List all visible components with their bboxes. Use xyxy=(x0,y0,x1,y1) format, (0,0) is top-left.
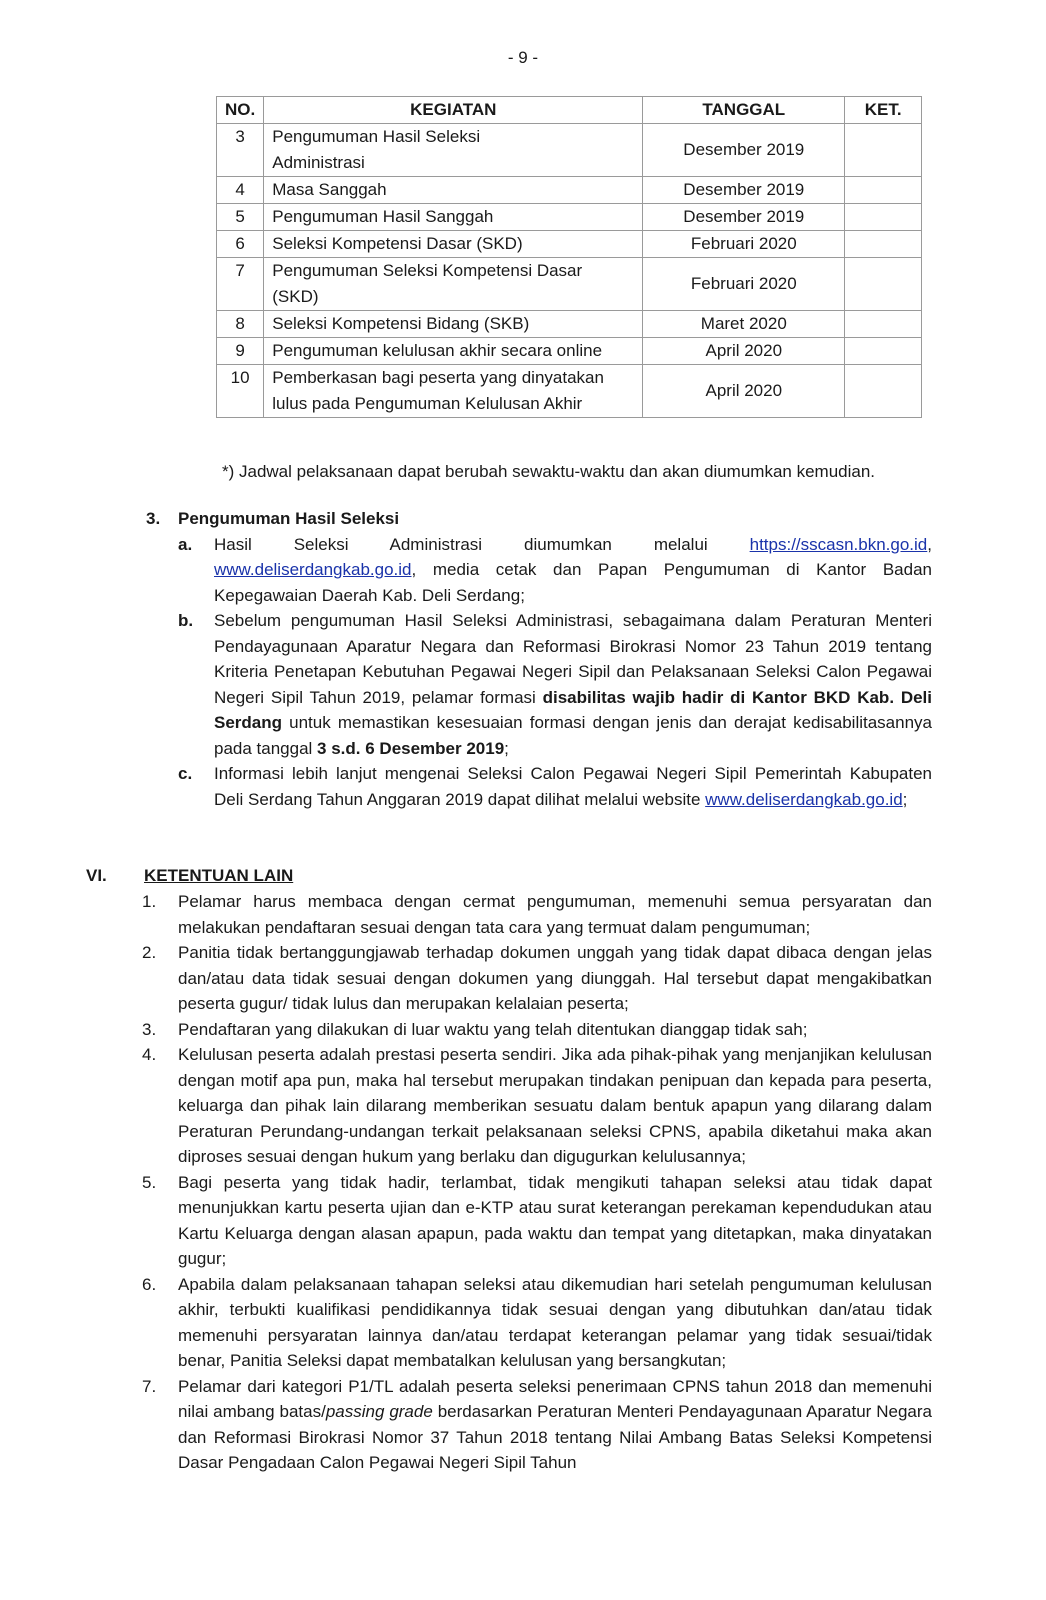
cell-tanggal: Februari 2020 xyxy=(643,258,845,311)
item-number: 5. xyxy=(142,1172,157,1192)
header-no: NO. xyxy=(217,97,264,124)
item-number: 7. xyxy=(142,1376,157,1396)
section-3-heading xyxy=(146,506,932,532)
item-number: 6. xyxy=(142,1274,157,1294)
deliserdang-link[interactable]: www.deliserdangkab.go.id xyxy=(214,560,412,579)
cell-no: 4 xyxy=(217,177,264,204)
item-label: a. xyxy=(178,534,193,554)
cell-tanggal: Maret 2020 xyxy=(643,311,845,338)
item-number: 2. xyxy=(142,943,157,962)
item-number: 4. xyxy=(142,1045,157,1064)
text-segment: , xyxy=(927,534,932,554)
cell-ket xyxy=(845,124,922,177)
item-text: Panitia tidak bertanggungjawab terhadap dokumen unggah yang tidak dapat dibaca dengan jelas dan/atau data tidak sesuai dengan dokumen yang diunggah. Hal tersebut dapat mengakibatkan peserta gugur/ tidak lulus dan merupakan kelalaian peserta; xyxy=(178,943,932,1013)
cell-tanggal: Desember 2019 xyxy=(643,177,845,204)
text-segment: berdasarkan Peraturan Menteri Pendayagunaan Aparatur Negara dan Reformasi Birokrasi Nomor 37 Tahun 2018 tentang Nilai Ambang Batas Seleksi Kompetensi Dasar Pengadaan Calon Pegawai Negeri Sipil Tahun xyxy=(178,1402,932,1472)
section-6-other-provisions xyxy=(86,863,932,1476)
section-3-item-c xyxy=(178,761,932,812)
item-text xyxy=(214,608,932,761)
cell-tanggal: Februari 2020 xyxy=(643,231,845,258)
section-6-roman-numeral: VI. xyxy=(86,866,107,885)
cell-ket xyxy=(845,177,922,204)
cell-no: 9 xyxy=(217,338,264,365)
cell-ket xyxy=(845,204,922,231)
list-item xyxy=(142,1170,932,1272)
header-tanggal: TANGGAL xyxy=(643,97,845,124)
item-text: Pelamar harus membaca dengan cermat pengumuman, memenuhi semua persyaratan dan melakukan pendaftaran sesuai dengan tata cara yang termuat dalam pengumuman; xyxy=(178,892,932,937)
item-text xyxy=(178,1374,932,1476)
item-label: c. xyxy=(178,764,193,783)
table-row xyxy=(217,177,922,204)
cell-kegiatan: Masa Sanggah xyxy=(264,177,643,204)
list-item xyxy=(142,1374,932,1476)
item-text xyxy=(214,761,932,812)
item-text xyxy=(214,532,932,609)
schedule-table xyxy=(216,96,922,418)
cell-tanggal: April 2020 xyxy=(643,338,845,365)
text-segment: , media cetak dan Papan Pengumuman di Kantor Badan Kepegawaian Daerah Kab. Deli Serdang; xyxy=(214,560,932,605)
schedule-footnote: *) Jadwal pelaksanaan dapat berubah sewaktu-waktu dan akan diumumkan kemudian. xyxy=(222,462,876,481)
text-segment: untuk memastikan kesesuaian formasi dengan jenis dan derajat kedisabilitasannya pada tanggal xyxy=(214,713,932,758)
item-number: 3. xyxy=(142,1019,157,1039)
list-item xyxy=(142,1042,932,1170)
cell-kegiatan: Pengumuman Hasil Seleksi Administrasi xyxy=(264,124,643,177)
header-kegiatan: KEGIATAN xyxy=(264,97,643,124)
list-item xyxy=(142,940,932,1017)
item-label: b. xyxy=(178,611,194,630)
text-segment: Informasi lebih lanjut mengenai Seleksi Calon Pegawai Negeri Sipil Pemerintah Kabupaten Deli Serdang Tahun Anggaran 2019 dapat dilihat melalui website xyxy=(214,764,932,809)
section-3-item-b xyxy=(178,608,932,761)
header-ket: KET. xyxy=(845,97,922,124)
cell-kegiatan: Seleksi Kompetensi Bidang (SKB) xyxy=(264,311,643,338)
list-item xyxy=(142,1017,932,1043)
item-text: Kelulusan peserta adalah prestasi peserta sendiri. Jika ada pihak-pihak yang menjanjikan kelulusan dengan motif apa pun, maka hal tersebut merupakan tindakan penipuan dan kepada para peserta, keluarga dan pihak lain dilarang memberikan sesuatu dalam bentuk apapun yang dilarang dalam Peraturan Perundang-undangan terkait pelaksanaan seleksi CPNS, apabila diketahui maka akan diproses sesuai dengan hukum yang berlaku dan digugurkan kelulusannya; xyxy=(178,1045,932,1166)
bold-text: disabilitas wajib hadir di Kantor BKD Kab. Deli Serdang xyxy=(214,687,932,732)
cell-kegiatan: Pemberkasan bagi peserta yang dinyatakan lulus pada Pengumuman Kelulusan Akhir xyxy=(264,365,643,418)
cell-kegiatan: Pengumuman kelulusan akhir secara online xyxy=(264,338,643,365)
section-3-number: 3. xyxy=(146,509,161,528)
table-row xyxy=(217,124,922,177)
cell-kegiatan: Pengumuman Seleksi Kompetensi Dasar (SKD) xyxy=(264,258,643,311)
table-row xyxy=(217,258,922,311)
deliserdang-link[interactable]: www.deliserdangkab.go.id xyxy=(705,789,903,809)
page-number: - 9 - xyxy=(507,48,539,67)
section-3-item-a xyxy=(178,532,932,609)
item-text: Apabila dalam pelaksanaan tahapan seleksi atau dikemudian hari setelah pengumuman kelulusan akhir, terbukti kualifikasi pendidikannya tidak sesuai dengan yang dibutuhkan dan/atau tidak memenuhi persyaratan lainnya dan/atau terdapat keterangan pelamar yang tidak sesuai/tidak benar, Panitia Seleksi dapat membatalkan kelulusan yang bersangkutan; xyxy=(178,1274,932,1370)
table-row xyxy=(217,365,922,418)
item-number: 1. xyxy=(142,892,157,911)
item-text: Bagi peserta yang tidak hadir, terlambat, tidak mengikuti tahapan seleksi atau tidak dapat menunjukkan kartu peserta ujian dan e-KTP atau surat keterangan perekaman kependudukan atau Kartu Keluarga dengan alasan apapun, pada waktu dan tempat yang ditetapkan, maka dinyatakan gugur; xyxy=(178,1172,932,1268)
text-segment: Hasil Seleksi Administrasi diumumkan melalui xyxy=(214,534,750,554)
cell-tanggal: April 2020 xyxy=(643,365,845,418)
cell-kegiatan: Pengumuman Hasil Sanggah xyxy=(264,204,643,231)
cell-ket xyxy=(845,231,922,258)
cell-no: 10 xyxy=(217,365,264,418)
section-3-title: Pengumuman Hasil Seleksi xyxy=(178,509,400,528)
cell-no: 5 xyxy=(217,204,264,231)
text-segment: ; xyxy=(504,738,509,758)
cell-tanggal: Desember 2019 xyxy=(643,204,845,231)
text-segment: ; xyxy=(902,789,908,809)
section-6-title: KETENTUAN LAIN xyxy=(144,866,294,885)
bold-date: 3 s.d. 6 Desember 2019 xyxy=(317,738,505,758)
cell-ket xyxy=(845,338,922,365)
list-item xyxy=(142,889,932,940)
list-item xyxy=(142,1272,932,1374)
text-segment: Sebelum pengumuman Hasil Seleksi Administrasi, sebagaimana dalam Peraturan Menteri Pendayagunaan Aparatur Negara dan Reformasi Birokrasi Nomor 23 Tahun 2019 tentang Kriteria Penetapan Kebutuhan Pegawai Negeri Sipil dan Pelaksanaan Seleksi Calon Pegawai Negeri Sipil Tahun 2019, pelamar formasi xyxy=(214,611,932,707)
cell-tanggal: Desember 2019 xyxy=(643,124,845,177)
cell-no: 3 xyxy=(217,124,264,177)
table-row xyxy=(217,338,922,365)
table-row xyxy=(217,311,922,338)
table-header-row xyxy=(217,97,922,124)
table-row xyxy=(217,204,922,231)
cell-ket xyxy=(845,258,922,311)
cell-no: 8 xyxy=(217,311,264,338)
cell-no: 7 xyxy=(217,258,264,311)
sscasn-link[interactable]: https://sscasn.bkn.go.id xyxy=(749,534,928,554)
text-segment: Pelamar dari kategori P1/TL adalah peserta seleksi penerimaan CPNS tahun 2018 dan memenuhi nilai ambang batas/ xyxy=(178,1376,932,1421)
cell-ket xyxy=(845,311,922,338)
italic-term: passing grade xyxy=(325,1402,433,1421)
cell-no: 6 xyxy=(217,231,264,258)
section-3-announcement xyxy=(146,506,932,812)
table-row xyxy=(217,231,922,258)
cell-ket xyxy=(845,365,922,418)
section-6-heading xyxy=(86,863,932,889)
item-text: Pendaftaran yang dilakukan di luar waktu yang telah ditentukan dianggap tidak sah; xyxy=(178,1019,808,1039)
cell-kegiatan: Seleksi Kompetensi Dasar (SKD) xyxy=(264,231,643,258)
